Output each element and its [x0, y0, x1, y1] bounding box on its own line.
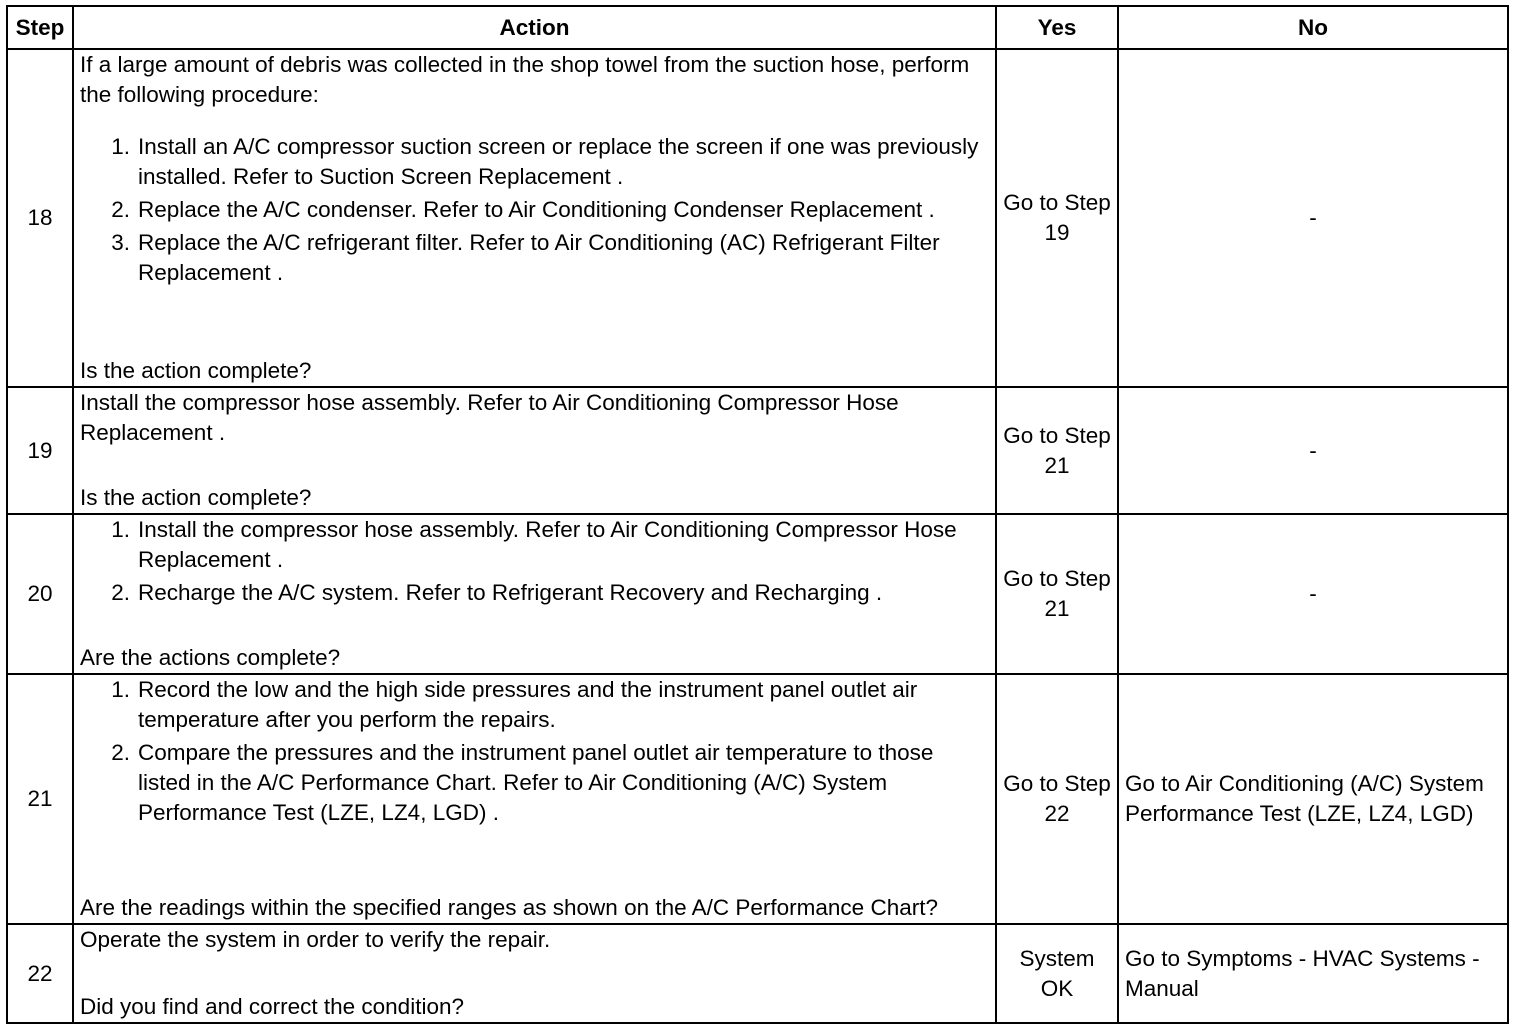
yes-result: [996, 49, 1118, 387]
item-number: 1.: [111, 677, 130, 702]
item-number: 1.: [111, 517, 130, 542]
item-text: Compare the pressures and the instrument panel outlet air temperature to those listed in the A/C Performance Chart. Refer to Air Conditioning (A/C) System Performance Test (LZE, LZ4, LGD) .: [138, 740, 934, 825]
header-action: Action: [73, 6, 996, 49]
list-item: [80, 675, 989, 735]
header-step: Step: [7, 6, 73, 49]
header-row: [7, 6, 1508, 49]
step-number: 20: [7, 514, 73, 674]
action-cell: [73, 387, 996, 514]
no-result: [1118, 924, 1508, 1023]
action-cell: [73, 514, 996, 674]
item-text: Install an A/C compressor suction screen or replace the screen if one was previously installed. Refer to Suction Screen Replacement .: [138, 134, 979, 189]
yes-text: Go to Step 22: [1003, 771, 1111, 826]
item-number: 2.: [111, 197, 130, 222]
header-yes: Yes: [996, 6, 1118, 49]
table-row: [7, 49, 1508, 387]
table-row: [7, 924, 1508, 1023]
yes-text: System OK: [1019, 945, 1095, 1001]
action-question: Is the action complete?: [80, 358, 312, 383]
procedure-list: [80, 515, 989, 611]
action-cell: [73, 924, 996, 1023]
list-item: [80, 738, 989, 828]
item-number: 3.: [111, 230, 130, 255]
yes-text: Go to Step 21: [1003, 422, 1111, 478]
item-text: Replace the A/C refrigerant filter. Refer to Air Conditioning (AC) Refrigerant Filter Replacement .: [138, 230, 940, 285]
item-text: Install the compressor hose assembly. Refer to Air Conditioning Compressor Hose Replacement .: [138, 517, 957, 572]
procedure-list: [80, 675, 989, 831]
list-item: [80, 228, 989, 288]
yes-text: Go to Step 21: [1003, 566, 1111, 621]
action-question: Did you find and correct the condition?: [80, 994, 464, 1019]
item-text: Record the low and the high side pressures and the instrument panel outlet air temperature after you perform the repairs.: [138, 677, 918, 732]
no-result: -: [1118, 514, 1508, 674]
item-number: 2.: [111, 740, 130, 765]
list-item: [80, 132, 989, 192]
step-number: 18: [7, 49, 73, 387]
yes-text: Go to Step 19: [1003, 190, 1111, 245]
table-row: [7, 514, 1508, 674]
yes-result: [996, 514, 1118, 674]
yes-result: [996, 387, 1118, 514]
diagnostic-table: [6, 5, 1509, 1024]
yes-result: [996, 924, 1118, 1023]
action-cell: [73, 674, 996, 924]
item-text: Recharge the A/C system. Refer to Refrigerant Recovery and Recharging .: [138, 580, 883, 605]
action-question: Are the actions complete?: [80, 645, 341, 670]
action-cell: [73, 49, 996, 387]
header-no: No: [1118, 6, 1508, 49]
no-result: -: [1118, 49, 1508, 387]
table-row: [7, 387, 1508, 514]
yes-result: [996, 674, 1118, 924]
no-text: Go to Symptoms - HVAC Systems - Manual: [1125, 945, 1480, 1001]
step-number: 19: [7, 387, 73, 514]
action-question: Are the readings within the specified ranges as shown on the A/C Performance Chart?: [80, 895, 938, 920]
step-number: 22: [7, 924, 73, 1023]
action-intro: Install the compressor hose assembly. Refer to Air Conditioning Compressor Hose Replacement .: [80, 390, 899, 445]
action-question: Is the action complete?: [80, 485, 312, 510]
step-number: 21: [7, 674, 73, 924]
no-result: -: [1118, 387, 1508, 514]
action-intro: Operate the system in order to verify the repair.: [80, 927, 551, 952]
procedure-list: [80, 132, 989, 291]
item-number: 2.: [111, 580, 130, 605]
no-text: Go to Air Conditioning (A/C) System Performance Test (LZE, LZ4, LGD): [1125, 771, 1484, 826]
no-result: [1118, 674, 1508, 924]
table-row: [7, 674, 1508, 924]
action-intro: If a large amount of debris was collected in the shop towel from the suction hose, perform the following procedure:: [80, 52, 970, 107]
list-item: [80, 578, 989, 608]
item-number: 1.: [111, 134, 130, 159]
list-item: [80, 195, 989, 225]
item-text: Replace the A/C condenser. Refer to Air Conditioning Condenser Replacement .: [138, 197, 935, 222]
list-item: [80, 515, 989, 575]
